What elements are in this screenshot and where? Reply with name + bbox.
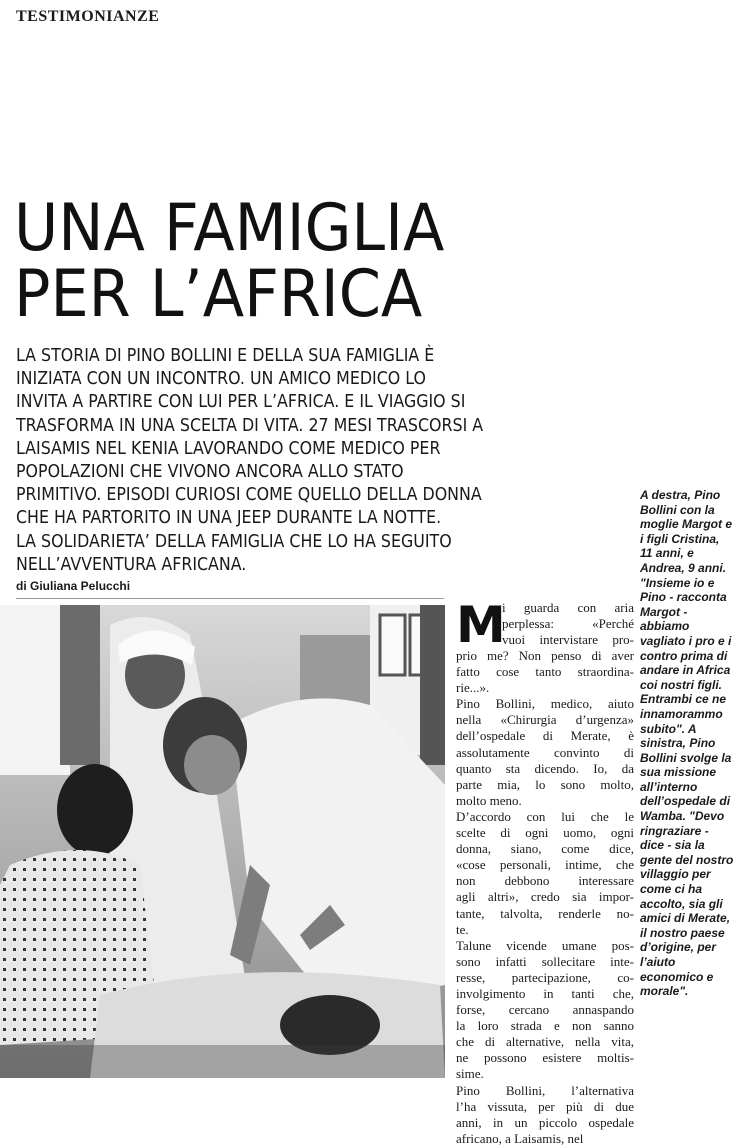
caption-line: subito". A — [640, 721, 697, 736]
headline-line-1: UNA FAMIGLIA — [14, 191, 445, 266]
body-line: la loro strada e non sanno — [456, 1018, 634, 1034]
body-line: agli altri», credo sia impor- — [456, 889, 634, 905]
caption-line: ringraziare - — [640, 823, 709, 838]
body-line: non debbono interessare — [456, 873, 634, 889]
body-line: resse, partecipazione, co- — [456, 969, 634, 985]
caption-line: d’origine, per — [640, 940, 717, 955]
caption-line: Margot - — [640, 604, 688, 619]
dropcap-paragraph — [456, 596, 634, 654]
body-line: sime. — [456, 1066, 484, 1082]
deck-line: LA SOLIDARIETA’ DELLA FAMIGLIA CHE LO HA SEGUITO — [16, 531, 452, 552]
body-line: sono infatti sollecitare inte- — [456, 953, 634, 969]
body-line: scelte di ogni uomo, ogni — [456, 825, 634, 841]
headline-line-2: PER L’AFRICA — [14, 257, 423, 332]
caption-line: i figli Cristina, — [640, 531, 720, 546]
body-line: prio me? Non penso di aver — [456, 648, 634, 663]
section-label: TESTIMONIANZE — [16, 8, 160, 25]
body-line: Talune vicende umane pos- — [456, 937, 634, 953]
body-line: D’accordo con lui che le — [456, 808, 634, 824]
body-lines — [456, 648, 634, 1147]
body-line: rie...». — [456, 680, 490, 696]
caption-line: Wamba. "Devo — [640, 809, 725, 824]
body-line: vuoi intervistare pro- — [502, 632, 634, 648]
divider — [16, 598, 444, 599]
deck-line: CHE HA PARTORITO IN UNA JEEP DURANTE LA NOTTE. — [16, 508, 442, 529]
body-line: africano, a Laisamis, nel — [456, 1130, 584, 1146]
body-line: quanto sta dicendo. Io, da — [456, 760, 634, 776]
body-line: nella «Chirurgia d’urgenza» — [456, 712, 634, 728]
caption-line: vagliato i pro e i — [640, 633, 732, 648]
body-line: i guarda con aria — [502, 600, 634, 615]
deck-line: TRASFORMA IN UNA SCELTA DI VITA. 27 MESI TRASCORSI A — [16, 415, 484, 436]
photo-doctor-patient — [0, 605, 445, 1078]
body-line: Pino Bollini, l’alternativa — [456, 1082, 634, 1098]
caption-line: Pino - racconta — [640, 590, 727, 605]
photo-illustration — [0, 605, 445, 1078]
body-line: l’ha vissuta, per più di due — [456, 1098, 634, 1114]
caption-line: coi nostri figli. — [640, 677, 723, 692]
body-line: «cose personali, intime, che — [456, 857, 634, 873]
deck-line: NELL’AVVENTURA AFRICANA. — [16, 554, 247, 575]
dropcap-lines — [502, 600, 634, 648]
caption-line: abbiamo — [640, 619, 690, 634]
caption-line: Entrambi ce ne — [640, 692, 727, 707]
body-line: fatto cose tanto straordina- — [456, 664, 634, 680]
caption-line: andare in Africa — [640, 663, 731, 678]
body-line: dell’ospedale di Merate, è — [456, 728, 634, 744]
caption-line: sinistra, Pino — [640, 736, 716, 751]
deck-line: LAISAMIS NEL KENIA LAVORANDO COME MEDICO PER — [16, 438, 441, 459]
headline — [14, 191, 614, 332]
body-line: involgimento in tanti che, — [456, 985, 634, 1001]
body-line: forse, cercano annaspando — [456, 1002, 634, 1018]
caption-line: 11 anni, e — [640, 546, 694, 561]
body-line: ne possono esistere moltis- — [456, 1050, 634, 1066]
body-line: Pino Bollini, medico, aiuto — [456, 696, 634, 712]
drop-cap: M — [456, 596, 506, 654]
deck — [16, 345, 616, 577]
caption-line: sua missione — [640, 765, 717, 780]
caption-line: Andrea, 9 anni. — [640, 560, 727, 575]
caption-line: morale". — [640, 984, 689, 999]
deck-line: PRIMITIVO. EPISODI CURIOSI COME QUELLO DELLA DONNA — [16, 485, 482, 506]
body-line: donna, siano, come dice, — [456, 841, 634, 857]
caption-line: dell’ospedale di — [640, 794, 731, 809]
caption-line: gente del nostro — [640, 852, 734, 867]
caption-line: Bollini svolge la — [640, 750, 732, 765]
caption-line: economico e — [640, 969, 714, 984]
caption-line: all’interno — [640, 779, 698, 794]
caption-line: innamorammo — [640, 706, 723, 721]
caption-line: l’aiuto — [640, 955, 676, 969]
body-line: che di alternative, nella vita, — [456, 1034, 634, 1050]
body-line: parte mia, lo sono molto, — [456, 776, 634, 792]
caption-line: contro prima di — [640, 648, 728, 663]
caption-line: villaggio per — [640, 867, 711, 882]
caption-line: amici di Merate, — [640, 911, 731, 926]
deck-line: INVITA A PARTIRE CON LUI PER L’AFRICA. E IL VIAGGIO SI — [16, 392, 466, 413]
deck-line: POPOLAZIONI CHE VIVONO ANCORA ALLO STATO — [16, 462, 404, 483]
caption-line: Bollini con la — [640, 502, 715, 517]
body-line: perplessa: «Perché — [502, 616, 634, 632]
caption-line: A destra, Pino — [640, 488, 721, 502]
body-line: te. — [456, 921, 469, 937]
byline: di Giuliana Pelucchi — [16, 579, 131, 593]
photo-caption — [640, 488, 746, 999]
deck-line: LA STORIA DI PINO BOLLINI E DELLA SUA FAMIGLIA È — [16, 346, 435, 366]
caption-line: dice - sia la — [640, 838, 705, 853]
caption-line: moglie Margot e — [640, 517, 733, 532]
body-line: tante, talvolta, renderle no- — [456, 905, 634, 921]
deck-line: INIZIATA CON UN INCONTRO. UN AMICO MEDICO LO — [16, 369, 426, 390]
body-line: anni, in un piccolo ospedale — [456, 1114, 634, 1130]
caption-line: accolto, sia gli — [640, 896, 723, 911]
body-line: assolutamente convinto di — [456, 744, 634, 760]
article-body — [456, 596, 634, 1147]
caption-line: "Insieme io e — [640, 575, 715, 590]
caption-line: il nostro paese — [640, 925, 725, 940]
body-line: molto meno. — [456, 792, 522, 808]
caption-line: come ci ha — [640, 882, 703, 897]
